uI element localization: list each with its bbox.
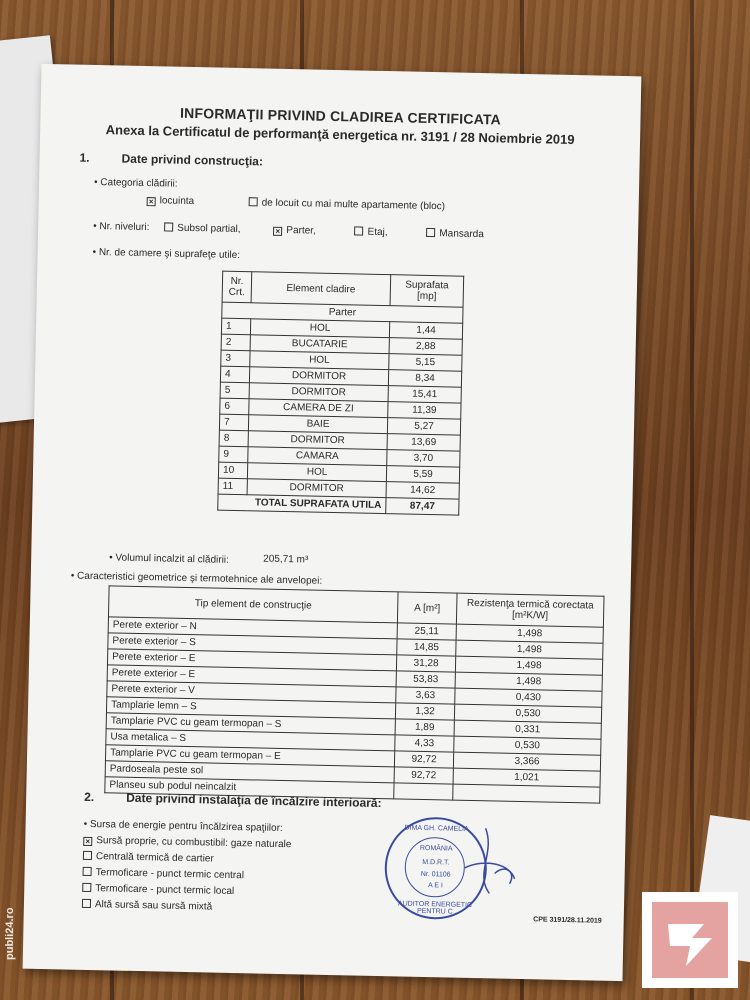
row-number: 9 xyxy=(219,446,248,463)
total-value: 87,47 xyxy=(386,498,459,516)
building-category-label: • Categoria clădirii: xyxy=(93,176,178,190)
logo-bird-icon xyxy=(652,902,728,978)
room-name: BUCATARIE xyxy=(250,335,389,354)
element-resistance: 1,498 xyxy=(456,640,603,659)
element-resistance: 1,498 xyxy=(455,656,602,675)
element-type: Perete exterior – E xyxy=(107,665,396,687)
header-nr: Nr. Crt. xyxy=(222,271,252,303)
element-area: 1,32 xyxy=(395,703,454,720)
checkbox-checked-icon: × xyxy=(273,227,282,236)
volume-value: 205,71 m³ xyxy=(263,553,309,566)
option-label: Mansarda xyxy=(439,228,484,241)
element-area: 14,85 xyxy=(397,639,456,656)
levels-row xyxy=(93,221,484,240)
logo-mark-icon xyxy=(652,902,728,978)
stamp-agency: M.D.R.T. xyxy=(422,858,450,867)
element-area: 1,89 xyxy=(395,719,454,736)
certificate-code: CPE 3191/28.11.2019 xyxy=(533,916,602,925)
checkbox-checked-icon: × xyxy=(147,197,156,206)
room-area: 3,70 xyxy=(387,450,460,468)
stamp-top-text: DIMA GH. CAMELIA xyxy=(404,824,469,833)
option-label: Altă sursă sau sursă mixtă xyxy=(94,899,213,913)
room-area: 5,59 xyxy=(386,466,459,484)
volume-label: • Volumul incalzit al clădirii: xyxy=(109,552,229,566)
element-area: 92,72 xyxy=(394,767,453,784)
table-header-row xyxy=(222,271,464,307)
wood-gap xyxy=(690,0,694,1000)
row-number: 10 xyxy=(218,462,247,479)
heating-option xyxy=(83,835,291,850)
option-label: locuinta xyxy=(159,195,195,208)
row-number: 7 xyxy=(219,414,248,431)
element-resistance: 1,498 xyxy=(456,624,603,643)
element-resistance: 1,498 xyxy=(455,672,602,691)
room-area: 13,69 xyxy=(387,434,460,452)
checkbox-icon xyxy=(426,228,435,237)
element-type: Tamplarie PVC cu geam termopan – S xyxy=(106,713,395,735)
option-bloc xyxy=(249,197,446,212)
room-name: DORMITOR xyxy=(247,479,386,498)
checkbox-icon xyxy=(82,899,91,908)
element-area: 4,33 xyxy=(395,735,454,752)
checkbox-icon xyxy=(164,222,173,231)
envelope-table xyxy=(104,585,604,803)
signature-icon xyxy=(454,823,526,904)
element-resistance: 3,366 xyxy=(453,752,600,771)
section-number: 1. xyxy=(79,150,90,165)
element-area: 25,11 xyxy=(397,623,456,640)
element-resistance xyxy=(453,784,600,803)
checkbox-icon xyxy=(83,867,92,876)
element-type: Usa metalica – S xyxy=(106,729,395,751)
group-label: Parter xyxy=(222,302,463,323)
row-number: 8 xyxy=(219,430,248,447)
option-label: de locuit cu mai multe apartamente (bloc) xyxy=(261,197,446,213)
option-label: Termoficare - punct termic central xyxy=(95,867,245,882)
section-number: 2. xyxy=(84,789,95,805)
checkbox-icon xyxy=(249,197,258,206)
total-label: TOTAL SUPRAFATA UTILA xyxy=(218,494,386,514)
header-area: A [m²] xyxy=(397,592,457,624)
option-label: Sursă proprie, cu combustibil: gaze naturale xyxy=(96,835,292,851)
header-element: Element cladire xyxy=(251,272,391,306)
section-title: Date privind construcţia: xyxy=(121,151,264,169)
room-area: 15,41 xyxy=(388,386,461,404)
room-area: 2,88 xyxy=(389,338,462,356)
element-resistance: 0,530 xyxy=(454,704,601,723)
element-type: Perete exterior – E xyxy=(107,649,396,671)
header-type: Tip element de construcţie xyxy=(108,586,398,623)
row-number: 6 xyxy=(220,398,249,415)
heating-label: • Sursa de energie pentru încălzirea spaţiilor: xyxy=(83,818,283,835)
room-name: HOL xyxy=(250,319,389,338)
room-area: 8,34 xyxy=(388,370,461,388)
row-number: 11 xyxy=(218,478,247,495)
stamp-grade: A E I xyxy=(427,882,443,890)
site-logo xyxy=(642,892,738,988)
element-resistance: 1,021 xyxy=(453,768,600,787)
option-label: Etaj, xyxy=(367,226,388,239)
room-area: 11,39 xyxy=(388,402,461,420)
element-resistance: 0,331 xyxy=(454,720,601,739)
room-name: DORMITOR xyxy=(248,431,387,450)
header-resistance: Rezistenţa termică corectata [m²K/W] xyxy=(456,593,604,627)
element-type: Tamplarie PVC cu geam termopan – E xyxy=(105,745,394,767)
envelope-label: • Caracteristici geometrice şi termotehnice ale anvelopei: xyxy=(70,570,323,587)
room-area: 1,44 xyxy=(389,322,462,340)
certificate-page xyxy=(23,64,642,981)
element-type: Planseu sub podul neincalzit xyxy=(105,777,394,799)
watermark: publi24.ro xyxy=(4,907,16,960)
document-subtitle: Anexa la Certificatul de performanţă energetica nr. 3191 / 28 Noiembrie 2019 xyxy=(105,122,575,147)
room-area: 5,27 xyxy=(387,418,460,436)
heating-option xyxy=(83,867,245,881)
room-area: 14,62 xyxy=(386,482,459,500)
room-name: DORMITOR xyxy=(249,367,388,386)
element-type: Perete exterior – V xyxy=(107,681,396,703)
heating-option xyxy=(82,899,212,913)
checkbox-icon xyxy=(83,851,92,860)
option-label: Termoficare - punct termic local xyxy=(95,883,235,898)
rooms-label: • Nr. de camere şi suprafeţe utile: xyxy=(92,246,241,262)
header-area: Suprafata [mp] xyxy=(390,275,464,308)
stamp-country: ROMÂNIA xyxy=(419,844,453,853)
room-name: CAMERA DE ZI xyxy=(249,399,388,418)
checkbox-icon xyxy=(82,883,91,892)
room-name: HOL xyxy=(247,463,386,482)
element-resistance: 0,530 xyxy=(454,736,601,755)
element-type: Perete exterior – S xyxy=(108,633,397,655)
stamp-bottom-text: AUDITOR ENERGETIC PENTRU C xyxy=(397,900,473,916)
element-type: Perete exterior – N xyxy=(108,617,397,639)
element-area: 3,63 xyxy=(396,687,455,704)
option-label: Parter, xyxy=(286,224,316,237)
heating-option xyxy=(82,883,234,897)
heating-option xyxy=(83,851,214,865)
row-number: 3 xyxy=(221,350,250,367)
room-name: DORMITOR xyxy=(249,383,388,402)
room-area: 5,15 xyxy=(389,354,462,372)
element-type: Pardoseala peste sol xyxy=(105,761,394,783)
option-label: Subsol partial, xyxy=(177,222,241,236)
row-number: 2 xyxy=(221,334,250,351)
row-number: 1 xyxy=(221,318,250,335)
checkbox-icon xyxy=(355,226,364,235)
element-type: Tamplarie lemn – S xyxy=(106,697,395,719)
rooms-table xyxy=(217,271,464,516)
row-number: 4 xyxy=(220,366,249,383)
element-area: 53,83 xyxy=(396,671,455,688)
section-title: Date privind instalaţia de încălzire interioară: xyxy=(126,790,382,811)
element-area xyxy=(394,783,453,800)
document-title: INFORMAŢII PRIVIND CLADIREA CERTIFICATA xyxy=(179,104,502,128)
room-name: BAIE xyxy=(248,415,387,434)
element-resistance: 0,430 xyxy=(455,688,602,707)
option-locuinta xyxy=(147,195,195,207)
option-label: Centrală termică de cartier xyxy=(95,851,214,865)
element-area: 31,28 xyxy=(396,655,455,672)
room-name: HOL xyxy=(250,351,389,370)
element-area: 92,72 xyxy=(394,751,453,768)
stamp-number: Nr. 01106 xyxy=(420,870,451,879)
levels-label: • Nr. niveluri: xyxy=(93,220,150,234)
section-1-heading xyxy=(79,151,263,169)
checkbox-checked-icon: × xyxy=(83,837,92,846)
room-name: CAMARA xyxy=(248,447,387,466)
row-number: 5 xyxy=(220,382,249,399)
